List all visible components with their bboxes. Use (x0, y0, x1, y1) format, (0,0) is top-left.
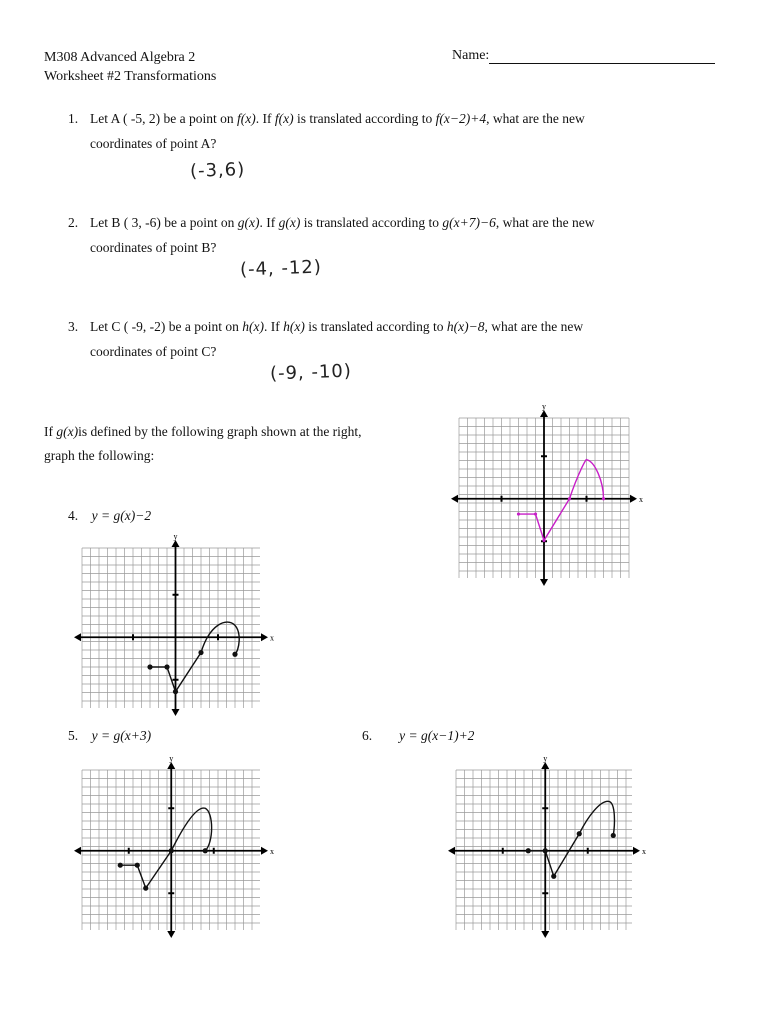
y-axis-label: y (543, 754, 548, 763)
function-notation: h(x) (283, 319, 305, 334)
transform-expression: g(x+7)−6 (442, 215, 496, 230)
question-3 (68, 314, 718, 364)
x-axis-arrow-left (74, 847, 81, 855)
handwritten-answer: (-3,6) (189, 159, 246, 182)
question-text: , what are the new (486, 111, 585, 126)
graph-problem-5[interactable] (76, 754, 274, 942)
grid-lines (82, 548, 260, 708)
x-axis-label: x (639, 494, 643, 504)
graph-curve (150, 622, 239, 692)
graph-point (198, 650, 203, 655)
instruction-text: is defined by the following graph shown at the right, (78, 424, 362, 439)
graph-point (534, 512, 537, 515)
question-text: coordinates of point A? (90, 136, 217, 151)
handwritten-answer: (-4, -12) (239, 256, 323, 281)
question-text: , what are the new (495, 215, 595, 230)
problem-equation: y = g(x)−2 (91, 508, 152, 523)
question-text: . If (259, 215, 279, 230)
y-axis-arrow-down (172, 709, 180, 716)
graph-instructions (44, 420, 424, 468)
question-1 (68, 106, 718, 156)
graph-point (135, 863, 140, 868)
y-axis-label: y (173, 532, 178, 541)
x-axis-label: x (642, 846, 646, 856)
y-axis-arrow-up (541, 762, 549, 769)
problem-equation: y = g(x+3) (91, 728, 152, 743)
question-text: coordinates of point B? (90, 240, 217, 255)
y-axis-arrow-up (540, 410, 548, 417)
function-notation: g(x) (237, 215, 260, 230)
question-number: 3. (68, 319, 79, 334)
function-notation: f(x) (274, 111, 294, 126)
y-axis-arrow-down (167, 931, 175, 938)
graph-point (568, 497, 571, 500)
instruction-text: graph the following: (44, 448, 155, 463)
graph-point (602, 497, 605, 500)
function-notation: h(x) (242, 319, 264, 334)
y-axis-label: y (169, 754, 174, 763)
graph-problem-6[interactable] (450, 754, 646, 942)
question-text: coordinates of point C? (90, 344, 217, 359)
graph-point (611, 833, 616, 838)
x-axis-label: x (270, 633, 274, 643)
question-2 (68, 210, 718, 260)
x-axis-label: x (270, 846, 274, 856)
y-axis-arrow-down (541, 931, 549, 938)
graph-point (517, 512, 520, 515)
question-text: is translated according to (300, 215, 443, 230)
transform-expression: f(x−2)+4 (435, 111, 487, 126)
graph-point (232, 652, 237, 657)
x-axis-arrow-left (74, 633, 81, 641)
graph-point (147, 664, 152, 669)
function-notation: f(x) (236, 111, 256, 126)
graph-point (164, 664, 169, 669)
question-text: . If (255, 111, 275, 126)
y-axis-arrow-down (540, 579, 548, 586)
problem-number: 5. (68, 728, 79, 743)
graph-point (173, 689, 178, 694)
problem-4-label (68, 508, 151, 524)
graph-point (203, 848, 208, 853)
problem-equation: y = g(x−1)+2 (399, 728, 475, 743)
problem-5-label (68, 728, 151, 744)
x-axis-arrow-right (630, 495, 637, 503)
graph-point (143, 886, 148, 891)
problem-6-label (362, 728, 474, 744)
name-line[interactable] (489, 49, 715, 64)
y-axis-label: y (542, 402, 546, 411)
question-text: Let C ( -9, -2) be a point on (90, 319, 243, 334)
problem-number: 4. (68, 508, 79, 523)
graph-point (542, 539, 545, 542)
x-axis-arrow-right (261, 847, 268, 855)
graph-point (551, 874, 556, 879)
graph-point (169, 848, 174, 853)
transform-expression: h(x)−8 (446, 319, 485, 334)
graph-point (118, 863, 123, 868)
question-text: Let B ( 3, -6) be a point on (90, 215, 238, 230)
x-axis-arrow-right (261, 633, 268, 641)
worksheet-title: Worksheet #2 Transformations (44, 69, 217, 84)
question-text: . If (263, 319, 284, 334)
x-axis-arrow-left (448, 847, 455, 855)
handwritten-answer: (-9, -10) (269, 360, 353, 385)
graph-point (543, 848, 548, 853)
function-notation: g(x) (56, 424, 79, 439)
y-axis-arrow-up (172, 540, 180, 547)
y-axis-arrow-up (167, 762, 175, 769)
course-title: M308 Advanced Algebra 2 (44, 50, 196, 65)
graph-problem-4[interactable] (76, 532, 274, 720)
name-label: Name: (452, 48, 490, 63)
graph-point (577, 831, 582, 836)
name-field[interactable] (452, 48, 715, 64)
question-text: is translated according to (293, 111, 436, 126)
question-text: Let A ( -5, 2) be a point on (90, 111, 237, 126)
question-text: , what are the new (484, 319, 584, 334)
graph-point (526, 848, 531, 853)
question-text: is translated according to (304, 319, 447, 334)
question-number: 1. (68, 111, 79, 126)
graph-curve (120, 808, 211, 888)
given-graph-g (456, 400, 643, 590)
problem-number: 6. (362, 728, 373, 743)
x-axis-arrow-right (633, 847, 640, 855)
instruction-text: If (44, 424, 57, 439)
question-number: 2. (68, 215, 79, 230)
x-axis-arrow-left (451, 495, 458, 503)
function-notation: g(x) (278, 215, 301, 230)
